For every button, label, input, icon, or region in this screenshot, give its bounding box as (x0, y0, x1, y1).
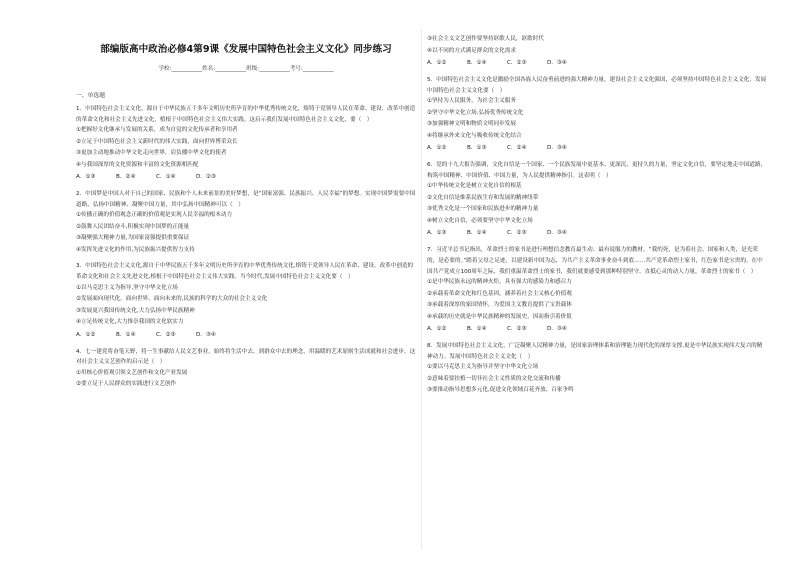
left-column (76, 0, 416, 562)
answer-choice[interactable]: A．①③ (427, 230, 447, 237)
statement-option: ②要立足于人民群众的实践进行文艺创作 (76, 381, 177, 388)
answer-choices (76, 171, 416, 184)
answer-choice[interactable]: A．①② (76, 331, 96, 338)
statement-option: ②坚守中华文化立场,弘扬优秀传统文化 (427, 109, 524, 116)
question-stem: 2．中国梦是中国人对于自己的国家、民族和个人未来前景的美好梦想，是“国家富强、民族振兴、人民幸福”的梦想。实现中国梦需要中国道路、弘扬中国精神、凝聚中国力量，其中弘扬中国精神可以（ ） (76, 191, 416, 208)
answer-choice[interactable]: B．①④ (467, 60, 487, 66)
answer-choice[interactable]: C．②④ (507, 145, 527, 152)
answer-choices (427, 227, 767, 240)
statement-option: ①是中华民族永远的精神火炬，具有强大的感染力和感召力 (427, 279, 572, 286)
statement-option: ②立足于中国特色社会主义新时代的伟大实践，面向世界博采众长 (76, 138, 238, 145)
statement-option: ④树立文化自信，必须要坚守中华文化立场 (427, 217, 533, 224)
statement-option: ③加强精神文明和物质文明同步发展 (427, 121, 516, 128)
statement-option: ①要以马克思主义为指导并坚守中华文化立场 (427, 364, 539, 371)
answer-choices (427, 142, 767, 155)
statement-option: ②发展面向现代化，面向世界，面向未来的,民族的科学的大众的社会主义文化 (76, 296, 268, 303)
question-stem: 7．习近平总书记指出，革命烈士的家书是进行理想信念教育最生动、最有说服力的教材。“我的死，是为着社会、国家和人类，是光荣的，是必要的。”踏着父母之足迹，以建设新中国为志，为共产主义革命事业奋斗到底……共产党革命烈士家书，红色家书是宝贵的。在中国共产党成立100周年之际，我们重温革命烈士的家书，我们就要感受到那种特别坚守、直抵心灵的动人力量，革命烈士的家书（ ） (427, 247, 763, 275)
question-stem: 8．发展中国特色社会主义文化，广泛凝聚人民精神力量，是国家治理体系和治理能力现代化的深厚支撑,更是中华民族实现伟大复兴的精神动力。发展中国特色社会主义文化（ ） (427, 343, 763, 360)
answer-choices (427, 323, 767, 336)
column-divider (421, 30, 422, 550)
question-stem: 3．中国特色社会主义文化,源自于中华民族五千多年文明历史所孕育的中华优秀传统文化,熔铸于党领导人民在革命、建设、改革中创造的革命文化和社会主义先进文化,植根于中国特色社会主义伟大实践。当今时代,发展中国特色社会主义文化要（ ） (76, 263, 414, 280)
statement-option: ③更加主动地推动中华文化走向世界，肩负播中华文化的使者 (76, 150, 227, 157)
answer-choice[interactable]: D．③④ (547, 326, 567, 333)
answer-choice[interactable]: A．①② (427, 145, 447, 152)
answer-choice[interactable]: C．①④ (156, 174, 176, 181)
statement-option: ①用核心价值观引领文艺创作和文化产业发展 (76, 369, 188, 376)
statement-option: ③社会主义文艺创作要坚持讴歌人民，讴歌时代 (427, 36, 544, 42)
right-questions (427, 34, 767, 397)
student-info-line: 学校:___________姓名:___________班级:___________考号:___________ (158, 66, 334, 72)
answer-choice[interactable]: A．①② (427, 60, 447, 66)
answer-choice[interactable]: B．①④ (467, 230, 487, 237)
answer-choice[interactable]: C．②③ (507, 326, 527, 333)
statement-option: ③要推动指导思想多元化,促进文化领域百花齐放、百家争鸣 (427, 387, 574, 394)
statement-option: ②文化自信是维系民族生存和发展的精神纽带 (427, 194, 539, 201)
answer-choice[interactable]: C．②③ (156, 331, 176, 338)
statement-option: ③凝聚强大精神力量,为国家富强提供重要保证 (76, 235, 190, 242)
statement-option: ②意味着要扶植一切非社会主义性质的文化交流和传播 (427, 375, 561, 382)
section-heading: 一、单选题 (76, 93, 105, 99)
statement-option: ④承载的历史就是中华民族精神的发展史，因而指引着价值 (427, 313, 572, 320)
statement-option: ①坚持为人民服务，为社会主义服务 (427, 98, 516, 105)
statement-option: ③承载着深厚的家国情怀，为爱国主义教育提供了宝贵载体 (427, 302, 572, 309)
statement-option: ③优秀文化是一个国家和民族进步的精神力量 (427, 206, 539, 213)
answer-choice[interactable]: B．①④ (467, 326, 487, 333)
statement-option: ①传播正确的价值观念正确的价值观是实现人民幸福的根本动力 (76, 212, 233, 219)
statement-option: ④将继承外来文化与吸收传统文化结合 (427, 132, 522, 139)
answer-choice[interactable]: B．①④ (116, 331, 136, 338)
answer-choices (427, 57, 767, 70)
question-stem: 4．七一建党将奋笔天野，将一生事献给人民文艺事业，始终将生活中去、到群众中去的理念，用温暖的艺术原则生活成就和社会进步。这对社会主义文艺创作的启示是（ ） (76, 348, 416, 366)
question-stem: 1．中国特色社会主义文化，源自于中华民族五千多年文明历史所孕育的中华优秀传统文化，熔铸于党领导人民在革命、建设、改革中创造的革命文化和社会主义先进文化，植根于中国特色社会主义伟大实践。这启示我们发展中国特色社会主义文化，要（ ） (76, 106, 416, 123)
answer-choice[interactable]: C．②③ (507, 230, 527, 237)
statement-option: ①把握好文化继承与发展的关系，成为自觉的文化传承者和享用者 (76, 127, 238, 134)
statement-option: ①以马克思主义为指导,坚守中华文化立场 (76, 284, 178, 291)
question-stem: 6．党的十九大报告强调，文化自信是一个国家、一个民族发展中更基本、更深沉、更持久的力量，坚定文化自信，要坚定地走中国道路，构筑中国精神、中国价值、中国力量，为人民提供精神指引。这表明（ ） (427, 162, 767, 179)
answer-choice[interactable]: A．①③ (76, 174, 96, 181)
statement-option: ④发挥先进文化的作用,为民族振兴提供智力支持 (76, 246, 195, 253)
statement-option: ①中华传统文化是树立文化自信的根基 (427, 183, 522, 190)
answer-choice[interactable]: C．②③ (507, 60, 527, 66)
answer-choice[interactable]: D．③④ (547, 145, 567, 152)
statement-option: ④以不同的方式满足群众的文化需求 (427, 47, 516, 54)
statement-option: ②承载着革命文化和红色基因，涵养着社会主义核心价值观 (427, 290, 572, 297)
answer-choice[interactable]: D．③④ (196, 331, 216, 338)
answer-choice[interactable]: D．③④ (547, 60, 567, 66)
statement-option: ③发展更兴我国传统文化,大力弘扬中华民族精神 (76, 307, 195, 314)
statement-option: ④立足传统文化,大力推崇我国的文化软实力 (76, 319, 184, 326)
statement-option: ②鼓舞人民团结奋斗,积极实现中国梦的正能量 (76, 223, 190, 230)
answer-choice[interactable]: D．③④ (547, 230, 567, 237)
statement-option: ④与我国深厚的文化资源和丰富的文化资源相匹配 (76, 161, 199, 168)
right-column (427, 0, 767, 562)
answer-choice[interactable]: D．②③ (196, 174, 216, 181)
answer-choice[interactable]: B．②④ (116, 174, 136, 181)
left-questions (76, 104, 416, 391)
answer-choices (76, 329, 416, 342)
question-stem: 5．中国特色社会主义文化是激励全国各族人民奋勇前进的强大精神力量，建设社会主义文化强国，必须坚持中国特色社会主义文化，发展中国特色社会主义文化要（ ） (427, 77, 767, 94)
answer-choice[interactable]: B．①③ (467, 145, 487, 152)
answer-choice[interactable]: A．①② (427, 326, 447, 333)
document-title: 部编版高中政治必修4第9课《发展中国特色社会主义文化》同步练习 (100, 44, 392, 55)
